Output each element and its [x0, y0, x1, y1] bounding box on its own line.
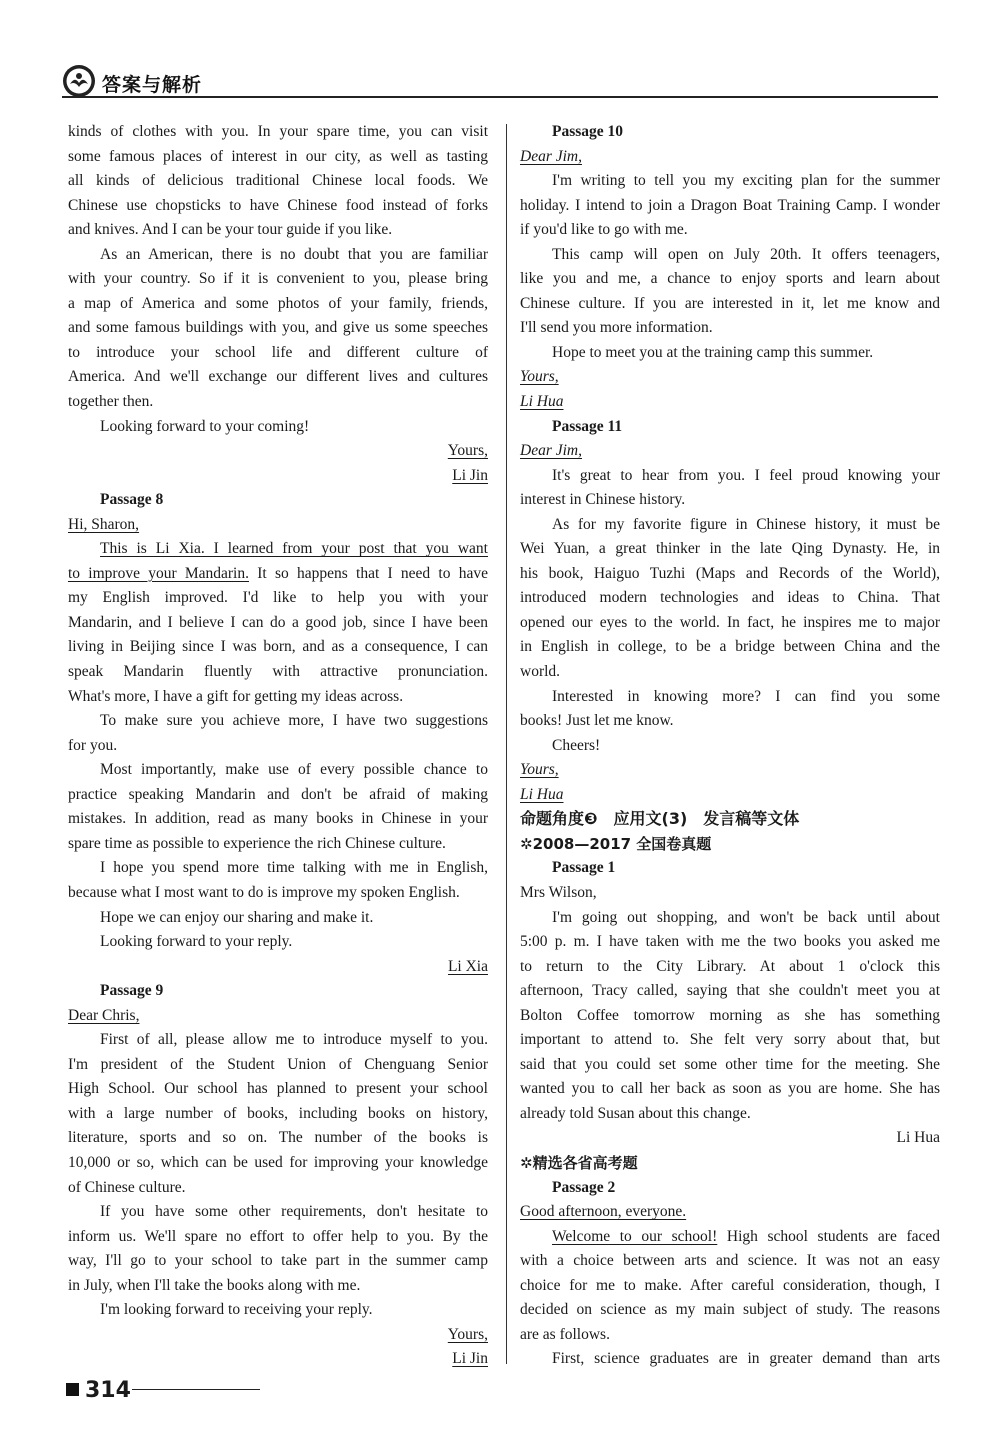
text-line: spare time as possible to experience the rich Chinese culture. — [68, 834, 446, 852]
header-title: 答案与解析 — [102, 74, 203, 96]
text-line: practice speaking Mandarin and don't be afraid of making — [68, 785, 488, 803]
text-line: Looking forward to your reply. — [100, 933, 293, 951]
text-line: I'm writing to tell you my exciting plan for the summer — [552, 172, 940, 190]
text-line: Mandarin, and I believe I can do a good job, since I have been — [68, 613, 488, 631]
text-line: Li Hua — [520, 393, 564, 411]
passage-heading: Passage 1 — [552, 859, 616, 877]
text-line: to improve your Mandarin. It so happens that I need to have — [68, 564, 488, 582]
right-column — [520, 120, 940, 1372]
page-header — [62, 64, 938, 100]
text-line: Dear Chris, — [68, 1006, 140, 1024]
passage-heading: Passage 9 — [100, 982, 164, 1000]
book-logo-icon — [62, 64, 96, 98]
text-line: a map of America and some photos of your family, friends, — [68, 294, 488, 312]
section-heading: ✲精选各省高考题 — [520, 1153, 638, 1172]
text-line: Yours, — [447, 1325, 488, 1343]
text-line: Cheers! — [552, 736, 601, 754]
text-line: inform us. We'll spare no effort to offer help to you. By the — [68, 1227, 488, 1245]
text-line: Chinese use chopsticks to have Chinese food instead of forks — [68, 196, 488, 214]
text-line: interest in Chinese history. — [520, 491, 686, 509]
text-line: speak Mandarin fluently with attractive pronunciation. — [68, 663, 488, 681]
passage-heading: Passage 11 — [552, 417, 623, 435]
text-line: Interested in knowing more? I can find you some — [552, 687, 940, 705]
passage-heading: Passage 2 — [552, 1178, 616, 1196]
text-line: introduced modern technologies and ideas to China. That — [520, 589, 940, 607]
text-line: because what I most want to do is improve my spoken English. — [68, 883, 460, 901]
text-line: Hi, Sharon, — [68, 515, 140, 533]
text-line: This camp will open on July 20th. It offers teenagers, — [552, 245, 940, 263]
text-line: I'm president of the Student Union of Chenguang Senior — [68, 1055, 488, 1073]
text-line: way, I'll go to your school to take part in the summer camp — [68, 1252, 488, 1270]
text-line: in July, when I'll take the books along with me. — [68, 1276, 361, 1294]
text-line: wanted you to call her back as soon as you are home. She has — [520, 1080, 940, 1098]
text-line: with a large number of books, including books on history, — [68, 1104, 488, 1122]
text-line: What's more, I have a gift for getting my ideas across. — [68, 687, 404, 705]
square-marker-icon — [66, 1383, 79, 1396]
text-line: Li Hua — [896, 1129, 940, 1147]
text-line: already told Susan about this change. — [520, 1104, 751, 1122]
text-line: To make sure you achieve more, I have two suggestions — [100, 712, 488, 730]
page-number — [66, 1378, 131, 1403]
text-line: High School. Our school has planned to present your school — [68, 1080, 488, 1098]
text-line: Dear Jim, — [520, 442, 582, 460]
text-line: opened our eyes to the world. In fact, he inspires me to major — [520, 613, 940, 631]
text-line: As an American, there is no doubt that you are familiar — [100, 245, 488, 263]
text-line: Li Jin — [452, 1350, 488, 1368]
text-line: If you have some other requirements, don't hesitate to — [100, 1203, 488, 1221]
text-line: 10,000 or so, which can be used for improving your knowledge — [68, 1153, 488, 1171]
text-line: in English in college, to be a bridge between China and the — [520, 638, 940, 656]
text-line: kinds of clothes with you. In your spare time, you can visit — [68, 123, 488, 140]
text-line: to introduce your school life and different culture of — [68, 343, 488, 361]
footer-rule — [132, 1389, 260, 1390]
text-line: Li Xia — [447, 957, 488, 975]
text-line: to return to the City Library. At about 1 o'clock this — [520, 957, 940, 975]
page-number-text: 314 — [85, 1378, 131, 1403]
text-line: like you and me, a chance to enjoy sports and learn about — [520, 270, 940, 288]
text-line: First of all, please allow me to introduce myself to you. — [100, 1031, 488, 1049]
passage-heading: Passage 10 — [552, 123, 624, 140]
text-line: if you'd like to go with me. — [520, 221, 688, 239]
header-rule — [62, 96, 938, 98]
text-line: Li Jin — [452, 466, 488, 484]
text-line: Welcome to our school! High school students are faced — [552, 1227, 940, 1245]
passage-heading: Passage 8 — [100, 491, 164, 509]
text-line: Bolton Coffee tomorrow morning as she has something — [520, 1006, 940, 1024]
text-line: mistakes. In addition, read as many books in Chinese in your — [68, 810, 488, 828]
text-line: Hope we can enjoy our sharing and make it. — [100, 908, 374, 926]
text-line: important to attend to. She felt very sorry about that, but — [520, 1031, 940, 1049]
text-line: Looking forward to your coming! — [100, 417, 310, 435]
text-line: and some famous buildings with you, and give us some speeches — [68, 319, 488, 337]
section-heading: ✲2008—2017 全国卷真题 — [520, 834, 712, 853]
text-line: his book, Haiguo Tuzhi (Maps and Records of the World), — [520, 564, 940, 582]
text-line: I hope you spend more time talking with me in English, — [100, 859, 488, 877]
text-line: for you. — [68, 736, 118, 754]
text-line: This is Li Xia. I learned from your post that you want — [100, 540, 488, 558]
text-line: world. — [520, 663, 561, 681]
left-column — [68, 120, 488, 1372]
text-line: choice for me to make. After careful consideration, though, I — [520, 1276, 940, 1294]
text-line: literature, sports and so on. The number of the books is — [68, 1129, 488, 1147]
text-line: together then. — [68, 393, 154, 411]
text-line: I'll send you more information. — [520, 319, 713, 337]
text-line: Li Hua — [520, 785, 564, 803]
text-line: First, science graduates are in greater demand than arts — [552, 1350, 940, 1368]
text-line: some famous places of interest in our city, as well as tasting — [68, 147, 488, 165]
text-line: books! Just let me know. — [520, 712, 674, 730]
text-line: of Chinese culture. — [68, 1178, 186, 1196]
text-line: with your country. So if it is convenient to you, please bring — [68, 270, 488, 288]
text-line: and knives. And I can be your tour guide if you like. — [68, 221, 393, 239]
text-line: Hope to meet you at the training camp this summer. — [552, 343, 874, 361]
text-line: I'm looking forward to receiving your reply. — [100, 1301, 373, 1319]
text-line: my English improved. I'd like to help you with your — [68, 589, 488, 607]
text-line: decided on science as my main subject of study. The reasons — [520, 1301, 940, 1319]
text-line: with a choice between arts and science. It was not an easy — [520, 1252, 940, 1270]
text-line: afternoon, Tracy called, saying that she couldn't meet you at — [520, 982, 940, 1000]
text-line: 5:00 p. m. I have taken with me the two books you asked me — [520, 933, 940, 951]
text-line: Most importantly, make use of every possible chance to — [100, 761, 488, 779]
text-line: Yours, — [520, 368, 559, 386]
text-line: Wei Yuan, a great thinker in the late Qing Dynasty. He, in — [520, 540, 940, 558]
text-line: are as follows. — [520, 1325, 610, 1343]
text-line: It's great to hear from you. I feel proud knowing your — [552, 466, 940, 484]
text-line: As for my favorite figure in Chinese history, it must be — [552, 515, 940, 533]
column-divider — [506, 124, 507, 1364]
text-line: all kinds of delicious traditional Chinese local foods. We — [68, 172, 488, 190]
text-line: Good afternoon, everyone. — [520, 1203, 687, 1221]
text-line: Yours, — [447, 442, 488, 460]
text-line: living in Beijing since I was born, and as a consequence, I can — [68, 638, 488, 656]
text-line: Yours, — [520, 761, 559, 779]
text-line: I'm going out shopping, and won't be back until about — [552, 908, 940, 926]
text-line: Chinese culture. If you are interested in it, let me know and — [520, 294, 940, 312]
section-heading: 命题角度❸ 应用文(3) 发言稿等文体 — [520, 809, 800, 829]
text-line: Dear Jim, — [520, 147, 582, 165]
text-line: Mrs Wilson, — [520, 883, 597, 901]
text-line: holiday. I intend to join a Dragon Boat Training Camp. I wonder — [520, 196, 940, 214]
text-line: said that you could set some other time for the meeting. She — [520, 1055, 940, 1073]
text-line: America. And we'll exchange our different lives and cultures — [68, 368, 488, 386]
